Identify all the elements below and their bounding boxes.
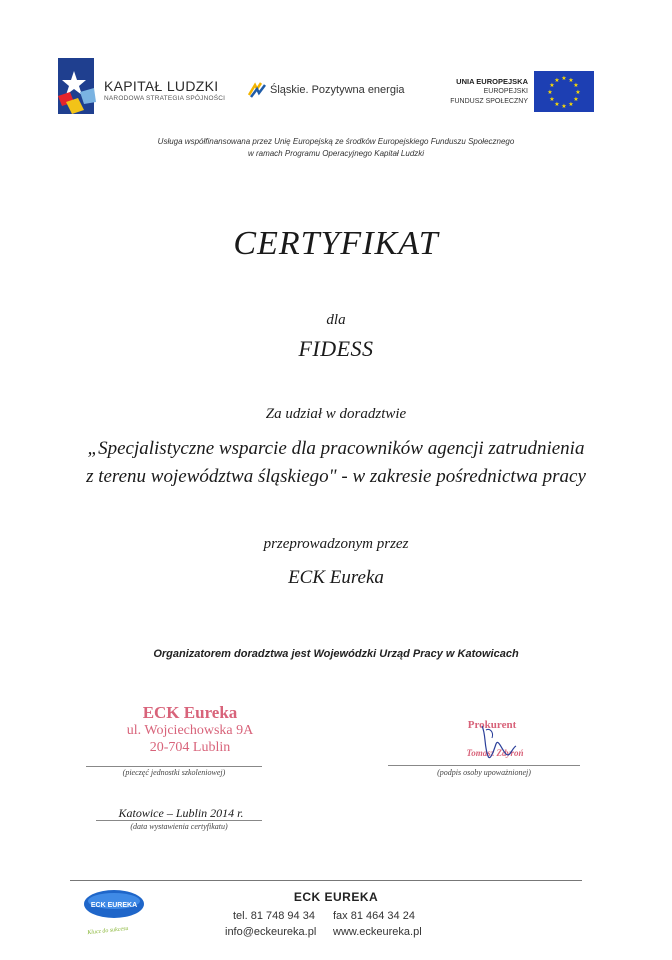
slaskie-logo-icon xyxy=(247,81,267,99)
svg-text:★: ★ xyxy=(568,101,574,108)
handwritten-signature xyxy=(468,720,528,766)
stamp-city: 20-704 Lublin xyxy=(149,740,231,755)
svg-text:★: ★ xyxy=(549,82,555,89)
svg-text:★: ★ xyxy=(554,101,560,108)
kapital-ludzki-subtitle: NARODOWA STRATEGIA SPÓJNOŚCI xyxy=(104,95,226,102)
svg-text:★: ★ xyxy=(547,89,553,96)
eu-flag-icon xyxy=(534,71,594,112)
participation-label: Za udział w doradztwie xyxy=(265,406,407,422)
svg-text:★: ★ xyxy=(554,77,560,84)
svg-text:Klucz do sukcesu: Klucz do sukcesu xyxy=(87,925,129,937)
footer-divider xyxy=(70,880,582,881)
date-divider xyxy=(96,820,262,821)
funding-note-line1: Usługa współfinansowana przez Unię Europejską ze środków Europejskiego Funduszu Społecznego xyxy=(157,137,515,146)
signature-stamp-title: Prokurent xyxy=(467,719,517,731)
topic-line2: z terenu województwa śląskiego" - w zakresie pośrednictwa pracy xyxy=(86,466,586,487)
topic-line1: „Specjalistyczne wsparcie dla pracowników agencji zatrudnienia xyxy=(87,438,585,459)
footer-fax: fax 81 464 34 24 xyxy=(333,910,415,922)
kapital-ludzki-logo xyxy=(58,58,100,114)
kapital-ludzki-title: KAPITAŁ LUDZKI xyxy=(104,78,219,94)
certificate-title: CERTYFIKAT xyxy=(233,225,439,262)
svg-text:★: ★ xyxy=(568,77,574,84)
stamp-street: ul. Wojciechowska 9A xyxy=(126,723,254,738)
eu-label-fund: FUNDUSZ SPOŁECZNY xyxy=(450,98,528,105)
eu-label-union: UNIA EUROPEJSKA xyxy=(456,77,528,86)
recipient-name: FIDESS xyxy=(298,336,374,361)
svg-text:★: ★ xyxy=(561,75,567,82)
date-caption: (data wystawienia certyfikatu) xyxy=(130,822,228,831)
seal-divider xyxy=(86,766,262,767)
seal-caption: (pieczęć jednostki szkoleniowej) xyxy=(122,768,226,777)
footer-company: ECK EUREKA xyxy=(293,890,379,904)
svg-text:★: ★ xyxy=(573,96,579,103)
organizer-note: Organizatorem doradztwa jest Wojewódzki Urząd Pracy w Katowicach xyxy=(153,648,519,660)
conducted-by-label: przeprowadzonym przez xyxy=(263,536,409,552)
footer-email[interactable]: info@eckeureka.pl xyxy=(225,926,317,938)
svg-text:★: ★ xyxy=(575,89,581,96)
svg-text:★: ★ xyxy=(549,96,555,103)
stamp-company: ECK Eureka xyxy=(142,703,238,722)
funding-note-line2: w ramach Programu Operacyjnego Kapitał Ludzki xyxy=(247,149,425,158)
signature-stamp-name: Tomasz Zdyroń xyxy=(466,748,524,758)
footer-phone: tel. 81 748 94 34 xyxy=(233,910,315,922)
svg-text:★: ★ xyxy=(561,103,567,110)
slaskie-logo-text: Śląskie. Pozytywna energia xyxy=(270,84,405,96)
provider-name: ECK Eureka xyxy=(288,567,384,588)
signature-divider xyxy=(388,765,580,766)
footer-website[interactable]: www.eckeureka.pl xyxy=(333,926,422,938)
eu-label-european: EUROPEJSKI xyxy=(483,88,528,95)
svg-text:ECK EUREKA: ECK EUREKA xyxy=(90,902,138,909)
signature-caption: (podpis osoby upoważnionej) xyxy=(437,768,531,777)
svg-text:★: ★ xyxy=(573,82,579,89)
for-label: dla xyxy=(326,312,346,328)
issue-date: Katowice – Lublin 2014 r. xyxy=(118,806,244,820)
